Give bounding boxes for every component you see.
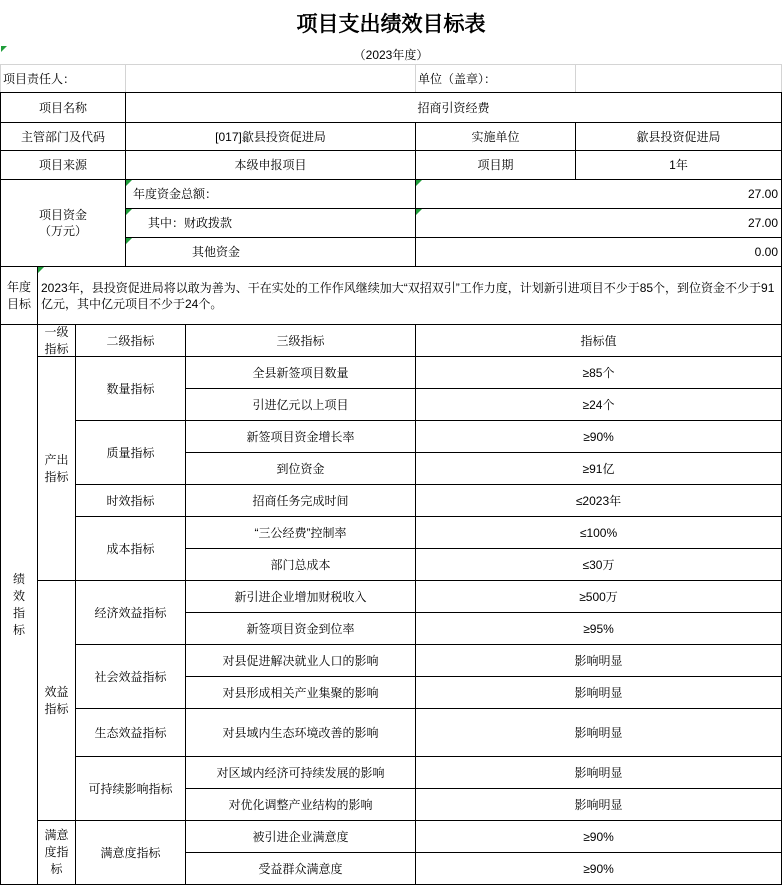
department-label: 主管部门及代码 [0, 122, 126, 151]
metric-cell: 对县域内生态环境改善的影响 [185, 708, 416, 757]
metric-value-cell: ≥500万 [415, 580, 782, 613]
header-level3: 三级指标 [185, 324, 416, 357]
fund-total-value: 27.00 [415, 179, 782, 209]
level2-ecological: 生态效益指标 [75, 708, 186, 757]
annual-goal-label [0, 266, 38, 325]
fund-other-label: 其他资金 [125, 237, 416, 267]
metric-value-cell: ≥90% [415, 420, 782, 453]
metric-cell: 受益群众满意度 [185, 852, 416, 885]
fund-total-label: 年度资金总额： [125, 179, 416, 209]
annual-goal-label-text: 年度目标 [6, 279, 31, 311]
cell-note-indicator [126, 238, 132, 244]
fund-fiscal-value: 27.00 [415, 208, 782, 238]
metric-value-cell: ≥24个 [415, 388, 782, 421]
department-value: [017]歙县投资促进局 [125, 122, 416, 151]
metric-cell: 对县形成相关产业集聚的影响 [185, 676, 416, 709]
performance-indicators-label [0, 324, 38, 885]
metric-cell: 全县新签项目数量 [185, 356, 416, 389]
project-owner-value [125, 64, 416, 93]
metric-value-cell: 影响明显 [415, 708, 782, 757]
implementing-unit-value: 歙县投资促进局 [575, 122, 782, 151]
project-source-label: 项目来源 [0, 150, 126, 180]
project-source-value: 本级申报项目 [125, 150, 416, 180]
cell-note-indicator [126, 180, 132, 186]
annual-goal-text: 2023年，县投资促进局将以敢为善为、干在实处的工作作风继续加大“双招双引”工作力度，计划新引进项目不少于85个，到位资金不少于91亿元，其中亿元项目不少于24个。 [37, 266, 782, 325]
level2-economic: 经济效益指标 [75, 580, 186, 645]
project-funds-label-text [39, 207, 87, 239]
metric-value-cell: ≥90% [415, 852, 782, 885]
metric-value-cell: 影响明显 [415, 644, 782, 677]
project-funds-label-line2: （万元） [38, 224, 87, 238]
metric-cell: 新签项目资金到位率 [185, 612, 416, 645]
metric-cell: “三公经费”控制率 [185, 516, 416, 549]
metric-cell: 新引进企业增加财税收入 [185, 580, 416, 613]
unit-seal-label: 单位（盖章）： [415, 64, 576, 93]
project-period-value: 1年 [575, 150, 782, 180]
header-level1 [37, 324, 76, 357]
fund-fiscal-label: 其中：财政拨款 [125, 208, 416, 238]
unit-seal-value [575, 64, 782, 93]
level1-output [37, 356, 76, 581]
level1-satisfaction [37, 820, 76, 885]
cell-note-indicator [416, 180, 422, 186]
page-title: 项目支出绩效目标表 [296, 12, 486, 36]
metric-cell: 招商任务完成时间 [185, 484, 416, 517]
metric-value-cell: ≤30万 [415, 548, 782, 581]
project-funds-label-line1: 项目资金 [38, 208, 87, 222]
metric-value-cell: 影响明显 [415, 676, 782, 709]
metric-cell: 到位资金 [185, 452, 416, 485]
metric-value-cell: 影响明显 [415, 756, 782, 789]
level2-quantity: 数量指标 [75, 356, 186, 421]
level1-benefit [37, 580, 76, 821]
performance-indicators-label-text: 绩效指标 [12, 571, 25, 637]
level2-quality: 质量指标 [75, 420, 186, 485]
level2-social: 社会效益指标 [75, 644, 186, 709]
level2-satisfaction: 满意度指标 [75, 820, 186, 885]
project-period-label: 项目期 [415, 150, 576, 180]
metric-value-cell: ≥95% [415, 612, 782, 645]
level2-sustainable: 可持续影响指标 [75, 756, 186, 821]
level1-output-text: 产出指标 [44, 452, 69, 484]
project-name-value: 招商引资经费 [125, 92, 782, 123]
level2-timeliness: 时效指标 [75, 484, 186, 517]
project-name-label: 项目名称 [0, 92, 126, 123]
metric-cell: 对县促进解决就业人口的影响 [185, 644, 416, 677]
metric-value-cell: ≤2023年 [415, 484, 782, 517]
metric-cell: 引进亿元以上项目 [185, 388, 416, 421]
metric-value-cell: ≥91亿 [415, 452, 782, 485]
fiscal-year: （2023年度） [353, 48, 429, 62]
implementing-unit-label: 实施单位 [415, 122, 576, 151]
header-value: 指标值 [415, 324, 782, 357]
cell-note-indicator [416, 209, 422, 215]
metric-cell: 新签项目资金增长率 [185, 420, 416, 453]
metric-cell: 对优化调整产业结构的影响 [185, 788, 416, 821]
metric-value-cell: 影响明显 [415, 788, 782, 821]
header-level1-text: 一级指标 [44, 324, 69, 356]
metric-cell: 被引进企业满意度 [185, 820, 416, 853]
project-funds-label [0, 179, 126, 267]
metric-value-cell: ≥90% [415, 820, 782, 853]
cell-note-indicator [38, 267, 44, 273]
cell-note-indicator [1, 46, 7, 52]
project-owner-label: 项目责任人： [0, 64, 126, 93]
fund-other-value: 0.00 [415, 237, 782, 267]
level2-cost: 成本指标 [75, 516, 186, 581]
metric-cell: 对区域内经济可持续发展的影响 [185, 756, 416, 789]
cell-note-indicator [126, 209, 132, 215]
level1-satisfaction-text: 满意度指标 [44, 828, 69, 876]
metric-value-cell: ≤100% [415, 516, 782, 549]
header-level2: 二级指标 [75, 324, 186, 357]
metric-value-cell: ≥85个 [415, 356, 782, 389]
level1-benefit-text: 效益指标 [44, 684, 69, 716]
metric-cell: 部门总成本 [185, 548, 416, 581]
